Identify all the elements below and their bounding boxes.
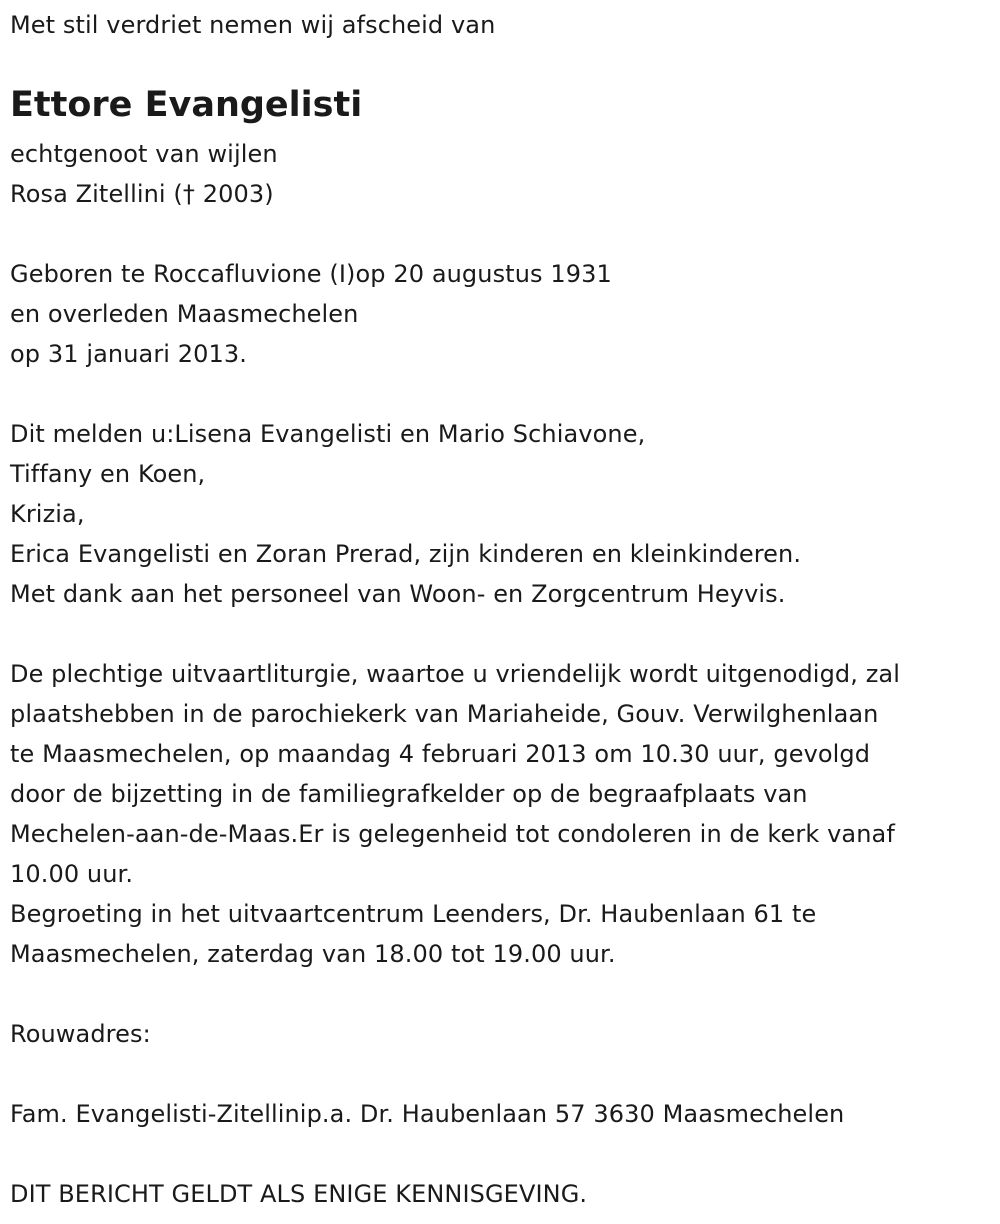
death-date-line: op 31 januari 2013.: [10, 340, 247, 368]
cross-symbol: †: [182, 180, 195, 208]
funeral-line: door de bijzetting in de familiegrafkelder op de begraafplaats van: [10, 780, 808, 808]
viewing-line: Begroeting in het uitvaartcentrum Leenders, Dr. Haubenlaan 61 te: [10, 900, 817, 928]
funeral-line: 10.00 uur.: [10, 860, 134, 888]
funeral-line: te Maasmechelen, op maandag 4 februari 2013 om 10.30 uur, gevolgd: [10, 740, 871, 768]
family-line: Erica Evangelisti en Zoran Prerad, zijn kinderen en kleinkinderen.: [10, 540, 802, 568]
intro-text: Met stil verdriet nemen wij afscheid van: [10, 11, 496, 39]
funeral-line: De plechtige uitvaartliturgie, waartoe u vriendelijk wordt uitgenodigd, zal: [10, 660, 900, 688]
family-block: [10, 414, 801, 614]
closing-block: [10, 1174, 587, 1214]
rouwadres-label-block: [10, 1014, 151, 1054]
closing-statement: DIT BERICHT GELDT ALS ENIGE KENNISGEVING.: [10, 1180, 588, 1208]
spouse-block: [10, 134, 278, 214]
spouse-line-2: [10, 174, 278, 214]
spouse-name: Rosa Zitellini (: [10, 180, 183, 208]
funeral-line: Mechelen-aan-de-Maas.Er is gelegenheid tot condoleren in de kerk vanaf: [10, 820, 895, 848]
funeral-block: [10, 654, 900, 974]
funeral-line: plaatshebben in de parochiekerk van Mariaheide, Gouv. Verwilghenlaan: [10, 700, 879, 728]
mourning-address: Fam. Evangelisti-Zitellinip.a. Dr. Haubenlaan 57 3630 Maasmechelen: [10, 1100, 845, 1128]
spouse-line-1: echtgenoot van wijlen: [10, 140, 278, 168]
family-line: Krizia,: [10, 500, 85, 528]
thanks-line: Met dank aan het personeel van Woon- en Zorgcentrum Heyvis.: [10, 580, 786, 608]
rouwadres-label: Rouwadres:: [10, 1020, 151, 1048]
birth-death-block: [10, 254, 612, 374]
family-line: Dit melden u:Lisena Evangelisti en Mario Schiavone,: [10, 420, 646, 448]
viewing-line: Maasmechelen, zaterdag van 18.00 tot 19.00 uur.: [10, 940, 616, 968]
spouse-year: 2003): [195, 180, 274, 208]
family-line: Tiffany en Koen,: [10, 460, 206, 488]
deceased-name: Ettore Evangelisti: [10, 85, 363, 125]
birth-line: Geboren te Roccafluvione (I)op 20 augustus 1931: [10, 260, 612, 288]
death-place-line: en overleden Maasmechelen: [10, 300, 359, 328]
address-block: [10, 1094, 844, 1134]
